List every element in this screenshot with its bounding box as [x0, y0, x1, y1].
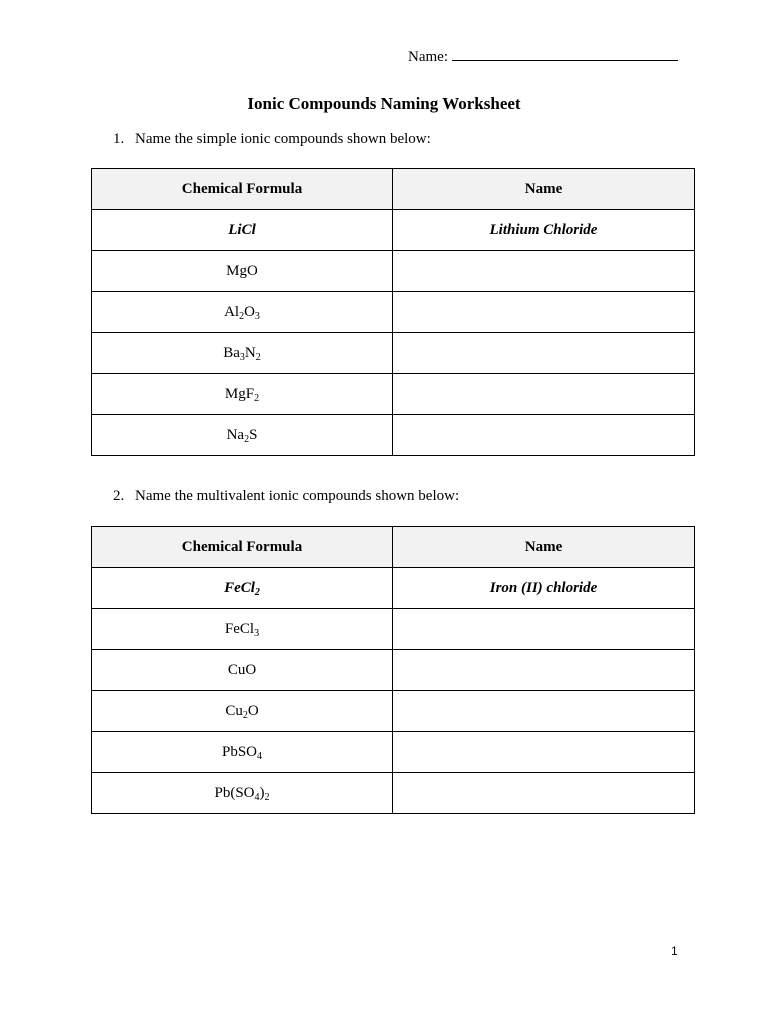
- name-field-line: [408, 46, 678, 66]
- formula-cell: [92, 609, 393, 650]
- formula-text: FeCl: [224, 579, 255, 596]
- formula-subscript: 2: [244, 433, 250, 445]
- name-answer-cell[interactable]: [393, 691, 695, 732]
- formula-subscript: 2: [254, 392, 260, 404]
- table-row: [92, 691, 695, 732]
- page-number: 1: [671, 944, 678, 958]
- formula-cell: [92, 732, 393, 773]
- formula-text: PbSO: [221, 743, 258, 760]
- example-name: Lithium Chloride: [393, 210, 695, 251]
- formula-text: Ba: [223, 344, 240, 361]
- formula-subscript: 3: [254, 310, 260, 322]
- table-row: [92, 251, 695, 292]
- formula-subscript: 2: [264, 791, 270, 803]
- formula-text: ): [259, 784, 265, 801]
- formula-text: CuO: [227, 661, 257, 678]
- name-answer-cell[interactable]: [393, 251, 695, 292]
- name-answer-cell[interactable]: [393, 292, 695, 333]
- example-row: [92, 568, 695, 609]
- example-formula: [92, 210, 393, 251]
- formula-subscript: 2: [239, 310, 245, 322]
- table-row: [92, 333, 695, 374]
- multivalent-compounds-table: [91, 526, 695, 814]
- question-1-number: 1.: [113, 131, 125, 147]
- table-row: [92, 650, 695, 691]
- name-label: Name:: [408, 49, 448, 65]
- formula-text: Al: [224, 303, 240, 320]
- table-row: [92, 609, 695, 650]
- question-1: [113, 131, 431, 148]
- question-2-text: Name the multivalent ionic compounds shown below:: [135, 488, 460, 504]
- name-answer-cell[interactable]: [393, 773, 695, 814]
- formula-text: LiCl: [228, 221, 256, 238]
- name-answer-cell[interactable]: [393, 732, 695, 773]
- formula-subscript: 3: [239, 351, 245, 363]
- formula-text: S: [249, 426, 258, 443]
- header-chemical-formula: Chemical Formula: [92, 169, 393, 210]
- question-2-number: 2.: [113, 488, 125, 504]
- header-name: Name: [393, 527, 695, 568]
- formula-text: MgF: [224, 385, 255, 402]
- name-answer-cell[interactable]: [393, 415, 695, 456]
- formula-subscript: 4: [257, 750, 263, 762]
- formula-text: Pb(SO: [214, 784, 255, 801]
- formula-subscript: 2: [254, 586, 260, 598]
- name-answer-cell[interactable]: [393, 650, 695, 691]
- formula-cell: [92, 374, 393, 415]
- formula-subscript: 2: [255, 351, 261, 363]
- table-header-row: [92, 527, 695, 568]
- formula-cell: [92, 691, 393, 732]
- table-row: [92, 773, 695, 814]
- formula-subscript: 4: [254, 791, 260, 803]
- formula-text: Cu: [225, 702, 243, 719]
- formula-cell: [92, 415, 393, 456]
- table-row: [92, 374, 695, 415]
- name-answer-cell[interactable]: [393, 374, 695, 415]
- name-blank: [452, 46, 678, 61]
- formula-cell: [92, 773, 393, 814]
- question-1-text: Name the simple ionic compounds shown below:: [135, 131, 431, 147]
- formula-cell: [92, 251, 393, 292]
- formula-text: O: [244, 303, 255, 320]
- name-answer-cell[interactable]: [393, 333, 695, 374]
- name-answer-cell[interactable]: [393, 609, 695, 650]
- formula-text: Na: [226, 426, 245, 443]
- formula-cell: [92, 292, 393, 333]
- table-row: [92, 292, 695, 333]
- formula-text: MgO: [226, 262, 258, 279]
- example-name: Iron (II) chloride: [393, 568, 695, 609]
- header-chemical-formula: Chemical Formula: [92, 527, 393, 568]
- formula-cell: [92, 333, 393, 374]
- formula-text: N: [244, 344, 256, 361]
- table-row: [92, 732, 695, 773]
- table-header-row: [92, 169, 695, 210]
- formula-subscript: 2: [242, 709, 248, 721]
- formula-cell: [92, 650, 393, 691]
- example-formula: [92, 568, 393, 609]
- question-2: [113, 488, 459, 505]
- worksheet-title: Ionic Compounds Naming Worksheet: [247, 94, 521, 113]
- simple-compounds-table: [91, 168, 695, 456]
- formula-text: FeCl: [224, 620, 255, 637]
- header-name: Name: [393, 169, 695, 210]
- formula-text: O: [247, 702, 259, 719]
- table-row: [92, 415, 695, 456]
- formula-subscript: 3: [254, 627, 260, 639]
- example-row: [92, 210, 695, 251]
